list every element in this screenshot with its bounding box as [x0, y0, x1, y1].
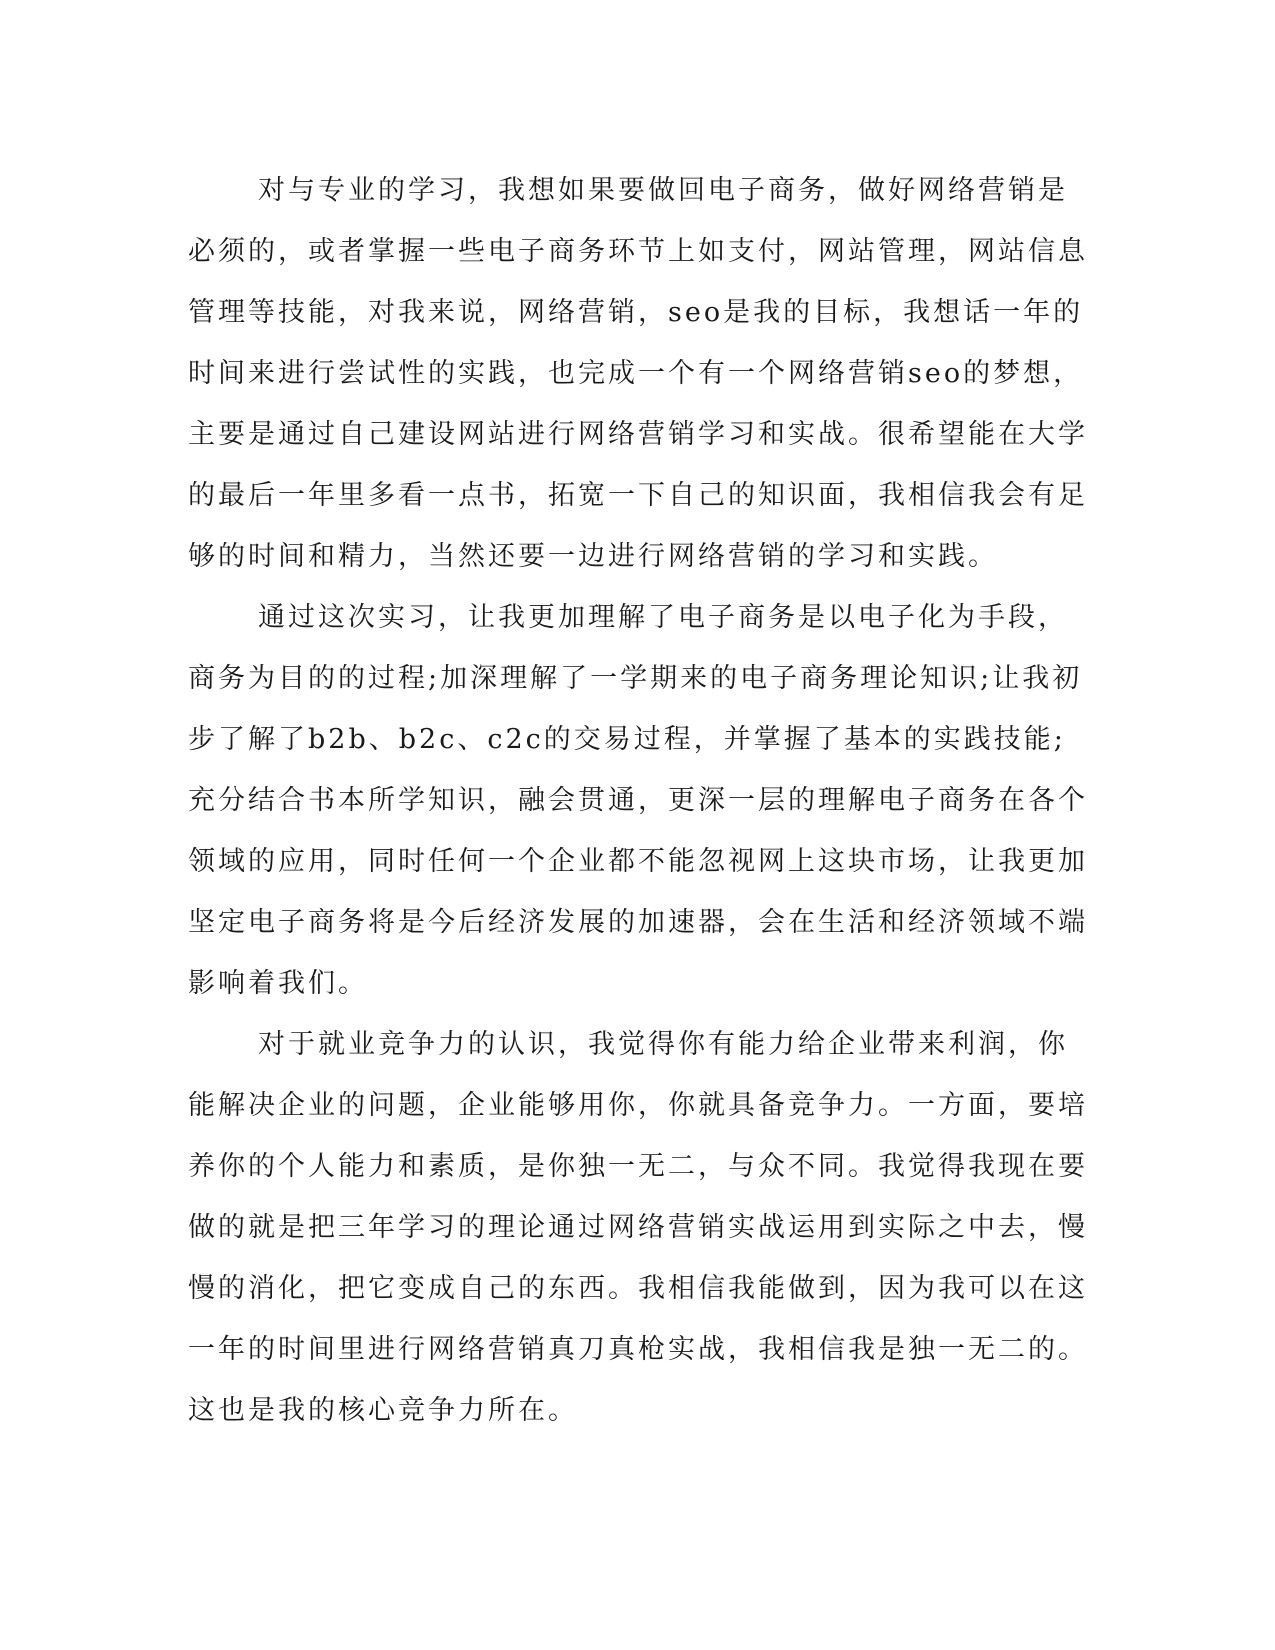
document-body — [188, 160, 1088, 1441]
paragraph-1: 对与专业的学习，我想如果要做回电子商务，做好网络营销是必须的，或者掌握一些电子商务环节上如支付，网站管理，网站信息管理等技能，对我来说，网络营销，seo是我的目标，我想话一年的时间来进行尝试性的实践，也完成一个有一个网络营销seo的梦想，主要是通过自己建设网站进行网络营销学习和实战。很希望能在大学的最后一年里多看一点书，拓宽一下自己的知识面，我相信我会有足够的时间和精力，当然还要一边进行网络营销的学习和实践。 — [188, 175, 1088, 572]
paragraph-3: 对于就业竞争力的认识，我觉得你有能力给企业带来利润，你能解决企业的问题，企业能够用你，你就具备竞争力。一方面，要培养你的个人能力和素质，是你独一无二，与众不同。我觉得我现在要做的就是把三年学习的理论通过网络营销实战运用到实际之中去，慢慢的消化，把它变成自己的东西。我相信我能做到，因为我可以在这一年的时间里进行网络营销真刀真枪实战，我相信我是独一无二的。这也是我的核心竞争力所在。 — [188, 1029, 1088, 1426]
paragraph-2: 通过这次实习，让我更加理解了电子商务是以电子化为手段，商务为目的的过程;加深理解了一学期来的电子商务理论知识;让我初步了解了b2b、b2c、c2c的交易过程，并掌握了基本的实践技能;充分结合书本所学知识，融会贯通，更深一层的理解电子商务在各个领域的应用，同时任何一个企业都不能忽视网上这块市场，让我更加坚定电子商务将是今后经济发展的加速器，会在生活和经济领域不端影响着我们。 — [188, 602, 1088, 999]
